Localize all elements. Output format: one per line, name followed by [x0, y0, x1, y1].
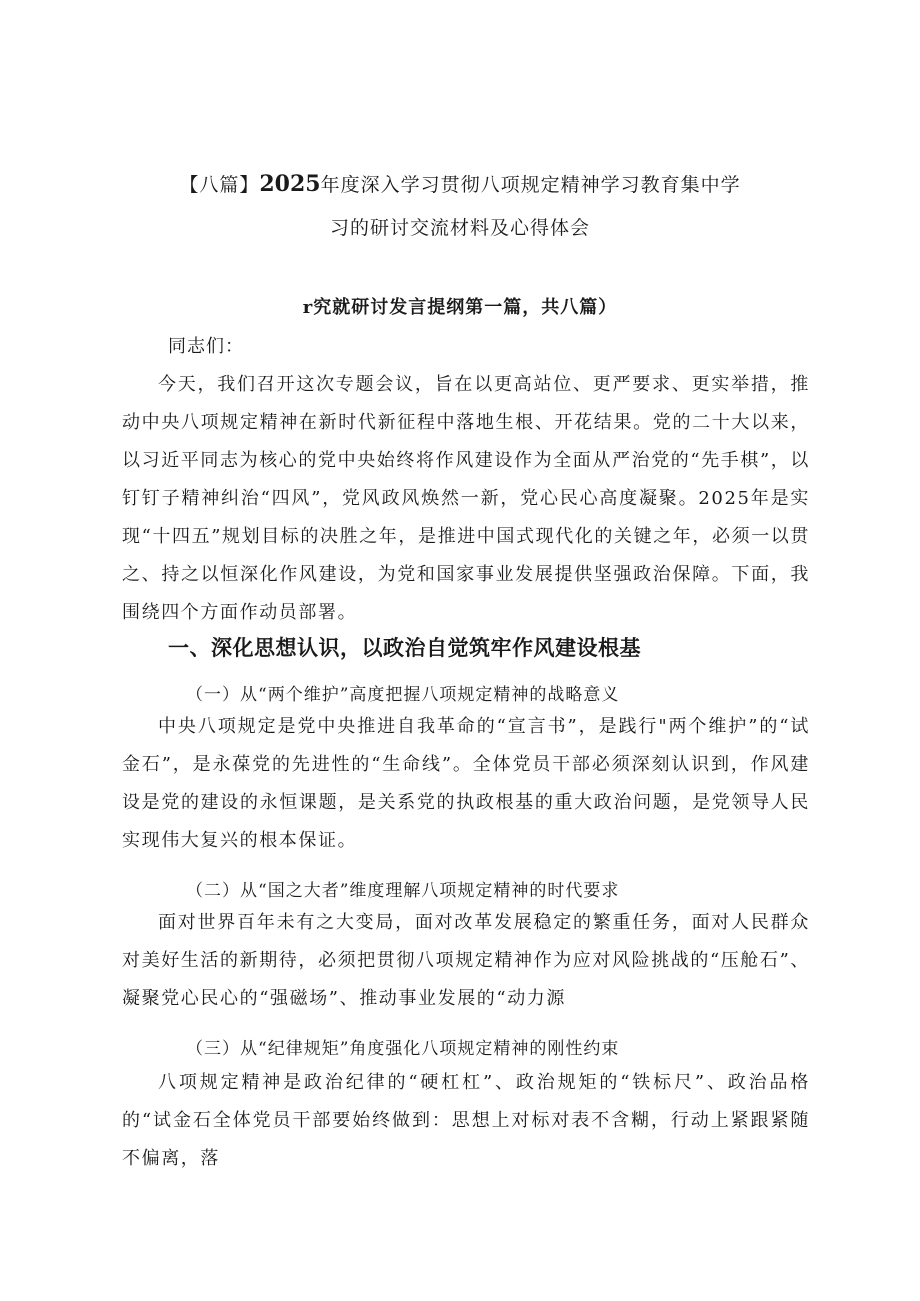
sub-1-paragraph: 中央八项规定是党中央推进自我革命的“宣言书”，是践行"两个维护”的“试金石”，是永葆党的先进性的“生命线”。全体党员干部必须深刻认识到，作风建设是党的建设的永恒课题，是关系党的执政根基的重大政治问题，是党领导人民实现伟大复兴的根本保证。	[122, 716, 810, 851]
sub-heading-3: （三）从“纪律规矩”角度强化八项规定精神的刚性约束	[186, 1039, 620, 1059]
sub-3-paragraph: 八项规定精神是政治纪律的“硬杠杠”、政治规矩的“铁标尺”、政治品格的“试金石全体党员干部要始终做到：思想上对标对表不含糊，行动上紧跟紧随不偏离，落	[122, 1072, 810, 1169]
sub-heading-2: （二）从“国之大者”维度理解八项规定精神的时代要求	[186, 881, 620, 901]
sub-3-paragraph-block	[122, 1064, 810, 1178]
document-title-line-2: 习的研讨交流材料及心得体会	[329, 217, 590, 239]
sub-1-paragraph-block	[122, 708, 810, 860]
sub-2-paragraph-block	[122, 904, 810, 1018]
title-prefix: 【八篇】	[179, 174, 260, 196]
document-title-line-1	[0, 170, 920, 197]
intro-paragraph: 今天，我们召开这次专题会议，旨在以更高站位、更严要求、更实举措，推动中央八项规定精神在新时代新征程中落地生根、开花结果。党的二十大以来，以习近平同志为核心的党中央始终将作风建设作为全面从严治党的“先手棋”，以钉钉子精神纠治“四风”，党风政风焕然一新，党心民心高度凝聚。2025年是实现“十四五”规划目标的决胜之年，是推进中国式现代化的关键之年，必须一以贯之、持之以恒深化作风建设，为党和国家事业发展提供坚强政治保障。下面，我围绕四个方面作动员部署。	[122, 374, 811, 623]
title-year: 2025	[259, 171, 321, 197]
section-1-heading: 一、深化思想认识，以政治自觉筑牢作风建设根基	[168, 636, 641, 660]
title-line1-rest: 年度深入学习贯彻八项规定精神学习教育集中学	[320, 174, 741, 196]
document-subtitle: r究就研讨发言提纲第一篇，共八篇）	[302, 297, 618, 318]
intro-paragraph-block	[122, 366, 810, 632]
sub-heading-1: （一）从“两个维护”高度把握八项规定精神的战略意义	[186, 685, 620, 705]
greeting: 同志们：	[168, 336, 244, 357]
sub-2-paragraph: 面对世界百年未有之大变局，面对改革发展稳定的繁重任务，面对人民群众对美好生活的新期待，必须把贯彻八项规定精神作为应对风险挑战的“压舱石”、凝聚党心民心的“强磁场”、推动事业发展的“动力源	[122, 912, 811, 1009]
